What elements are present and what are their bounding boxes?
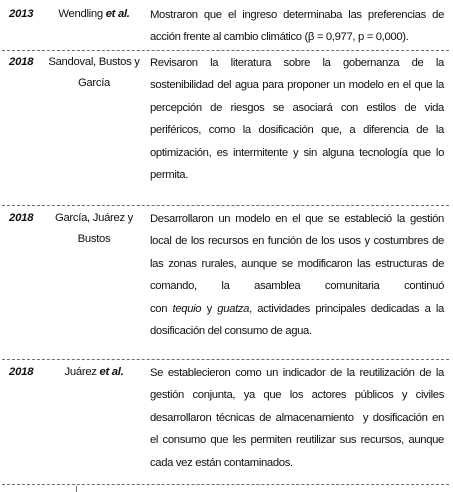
row-3-finding-line-5	[150, 298, 444, 320]
row-3-finding-line-6: dosificación del consumo de agua.	[150, 325, 312, 338]
row-3-author-line-1: García, Juárez y	[54, 212, 134, 224]
row-2-finding-line-3: percepción de riesgos se asociará con estilos de vida	[150, 101, 444, 114]
row-3-author-line-2: Bustos	[77, 233, 111, 245]
row-4-finding	[150, 362, 444, 474]
row-4-author-name: Juárez	[64, 366, 100, 378]
row-2-author	[48, 52, 140, 94]
row-3-finding-line-5-mid: y	[201, 302, 218, 315]
row-4-finding-line-1: Se establecieron como un indicador de la reutilización de la	[150, 367, 444, 379]
row-divider-2	[2, 205, 449, 206]
row-divider-4	[2, 484, 449, 485]
row-1-author	[48, 4, 140, 25]
row-3-finding-tequio: tequio	[172, 302, 202, 315]
row-2-author-line-1: Sandoval, Bustos y	[48, 56, 140, 68]
row-3-finding-line-5-post: , actividades principales dedicadas a la	[249, 302, 444, 315]
row-4-author-etal: et al.	[99, 366, 124, 378]
row-1-author-etal: et al.	[105, 8, 130, 20]
row-divider-1	[2, 50, 449, 51]
row-3-finding-line-3: las zonas rurales, aunque se modificaron las estructuras de	[150, 257, 444, 270]
row-2-finding	[150, 52, 444, 186]
row-3-finding-line-2: local de los recursos en función de los usos y costumbres de	[150, 235, 444, 248]
row-2-finding-line-4: periféricos, como la dosificación que, a diferencia de la	[150, 124, 444, 137]
row-2-finding-line-6: permita.	[150, 169, 189, 182]
row-4-author	[48, 362, 140, 383]
row-3-finding-guatza: guatza	[217, 302, 250, 315]
row-1-finding	[150, 4, 444, 49]
row-3-finding-line-4: comando, la asamblea comunitaria continuó	[150, 280, 444, 293]
row-1-finding-line-2: acción frente al cambio climático (β = 0,977, p = 0,000).	[150, 31, 409, 44]
row-2-year: 2018	[9, 56, 34, 68]
row-4-finding-line-4: el consumo que les permiten reutilizar sus recursos, aunque	[150, 434, 444, 447]
row-2-finding-line-2: sostenibilidad del agua para proponer un modelo en el que la	[150, 79, 444, 92]
row-3-finding-line-5-pre: con	[150, 302, 173, 315]
page-break-mark	[76, 486, 77, 492]
row-1-finding-line-1: Mostraron que el ingreso determinaba las preferencias de	[150, 9, 444, 21]
row-2-finding-line-5: optimización, es intermitente y sin alguna tecnología que lo	[150, 146, 444, 159]
row-divider-3	[2, 359, 449, 360]
row-4-year: 2018	[9, 366, 34, 378]
row-2-author-line-2: García	[77, 77, 111, 89]
row-3-finding-line-1: Desarrollaron un modelo en el que se estableció la gestión	[150, 213, 444, 225]
row-4-finding-line-5: cada vez están contaminados.	[150, 456, 293, 469]
row-3-author	[48, 208, 140, 250]
row-3-finding	[150, 208, 444, 342]
row-1-author-name: Wendling	[58, 8, 106, 20]
row-4-finding-line-2: gestión conjunta, ya que los actores públicos y civiles	[150, 389, 444, 402]
row-4-finding-line-3: desarrollaron técnicas de almacenamiento y dosificación en	[150, 411, 444, 424]
row-1-year: 2013	[9, 8, 34, 20]
row-2-finding-line-1: Revisaron la literatura sobre la gobernanza de la	[150, 57, 444, 69]
row-3-year: 2018	[9, 212, 34, 224]
